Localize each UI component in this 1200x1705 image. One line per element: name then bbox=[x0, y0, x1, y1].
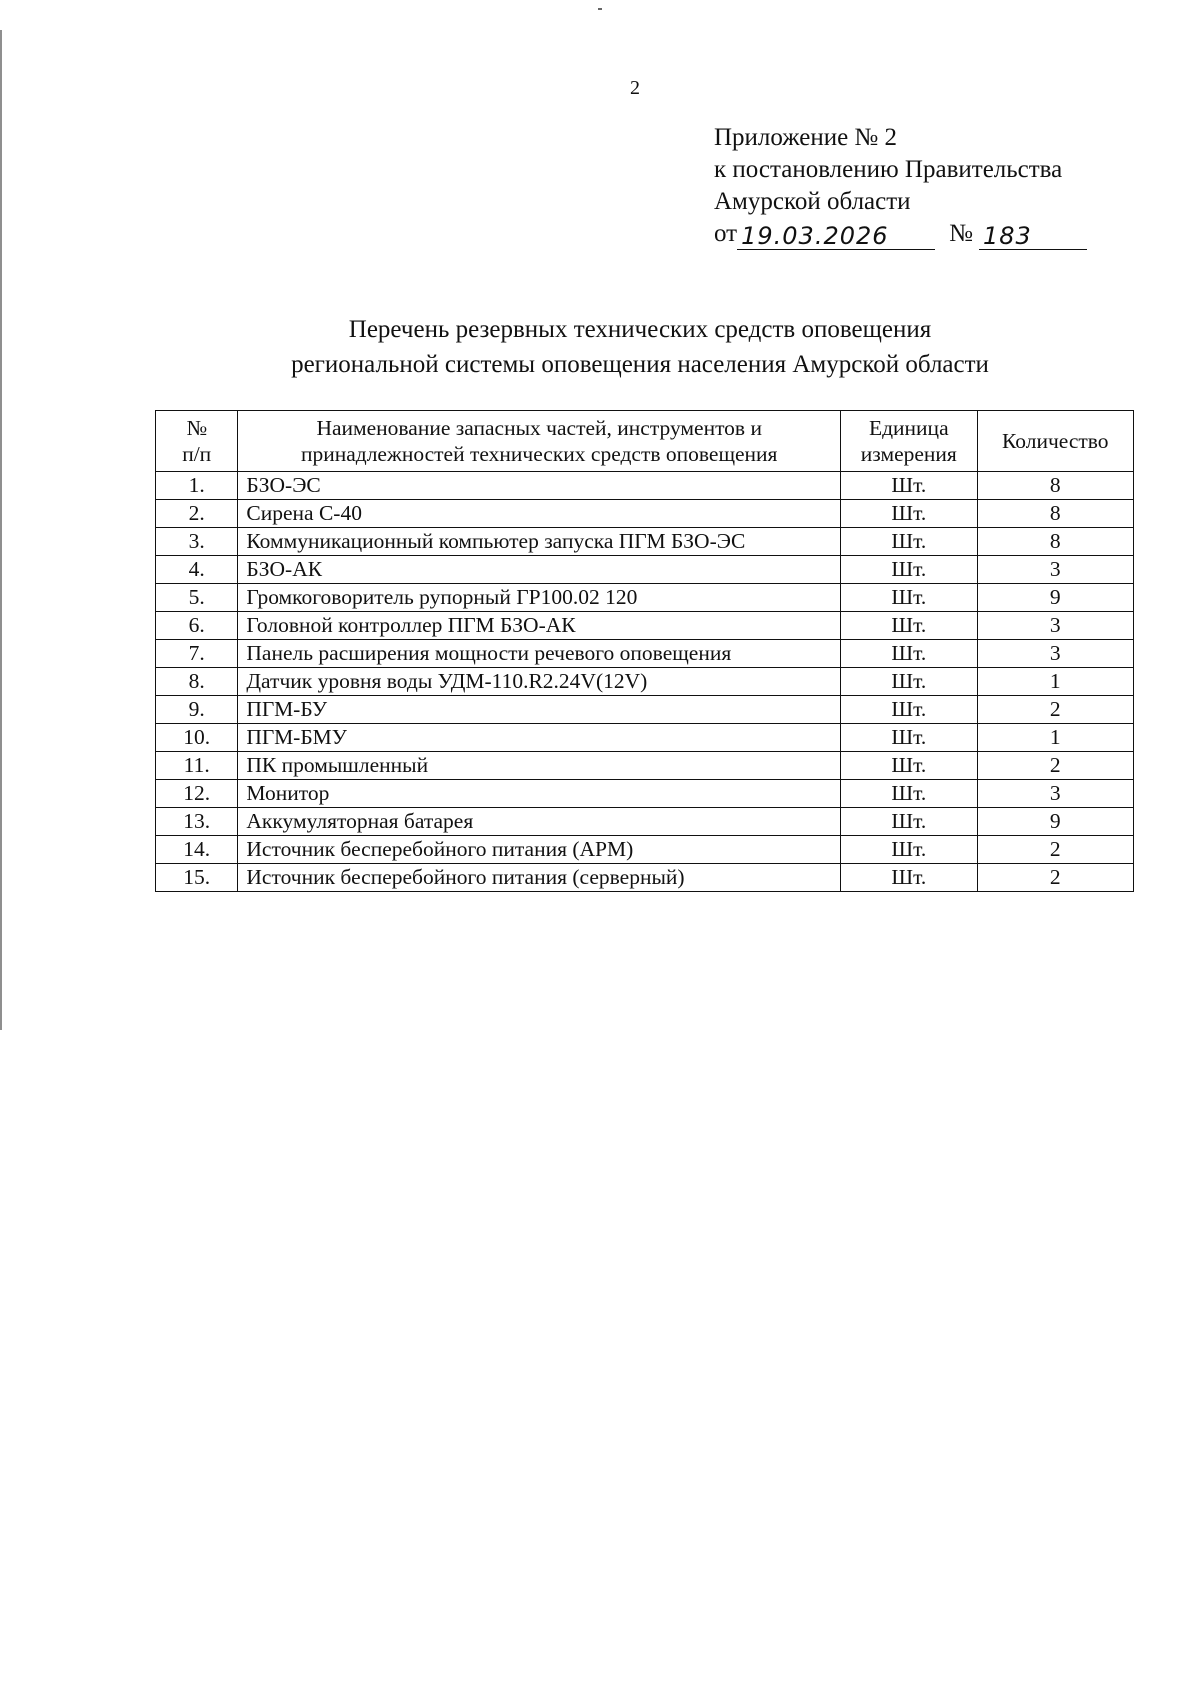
row-item-name: Коммуникационный компьютер запуска ПГМ БЗО-ЭС bbox=[238, 528, 841, 556]
number-prefix: № bbox=[949, 220, 973, 247]
appendix-block bbox=[714, 122, 1087, 250]
row-unit: Шт. bbox=[841, 864, 978, 892]
row-unit: Шт. bbox=[841, 612, 978, 640]
row-quantity: 3 bbox=[977, 640, 1133, 668]
table-row bbox=[156, 724, 1134, 752]
row-quantity: 8 bbox=[977, 528, 1133, 556]
header-quantity: Количество bbox=[977, 411, 1133, 472]
row-unit: Шт. bbox=[841, 556, 978, 584]
handwritten-number: 183 bbox=[979, 223, 1087, 250]
table-row bbox=[156, 752, 1134, 780]
row-quantity: 2 bbox=[977, 752, 1133, 780]
row-number: 14. bbox=[156, 836, 238, 864]
document-title bbox=[0, 312, 1200, 382]
table-row bbox=[156, 584, 1134, 612]
table-row bbox=[156, 528, 1134, 556]
row-number: 4. bbox=[156, 556, 238, 584]
header-number-line-2: п/п bbox=[182, 442, 212, 466]
row-item-name: Громкоговоритель рупорный ГР100.02 120 bbox=[238, 584, 841, 612]
header-unit-line-1: Единица bbox=[868, 416, 949, 440]
table-row bbox=[156, 808, 1134, 836]
row-item-name: Датчик уровня воды УДМ-110.R2.24V(12V) bbox=[238, 668, 841, 696]
header-name bbox=[238, 411, 841, 472]
row-item-name: Панель расширения мощности речевого оповещения bbox=[238, 640, 841, 668]
row-item-name: БЗО-АК bbox=[238, 556, 841, 584]
table-body bbox=[156, 472, 1134, 892]
row-unit: Шт. bbox=[841, 640, 978, 668]
row-item-name: ПГМ-БУ bbox=[238, 696, 841, 724]
table-row bbox=[156, 640, 1134, 668]
appendix-line-3: Амурской области bbox=[714, 188, 911, 215]
row-number: 2. bbox=[156, 500, 238, 528]
header-number-line-1: № bbox=[186, 416, 207, 440]
table-row bbox=[156, 780, 1134, 808]
row-number: 10. bbox=[156, 724, 238, 752]
header-unit bbox=[841, 411, 978, 472]
header-unit-line-2: измерения bbox=[860, 442, 957, 466]
scan-edge-mark bbox=[0, 30, 2, 1030]
row-quantity: 2 bbox=[977, 696, 1133, 724]
title-line-1: Перечень резервных технических средств оповещения bbox=[348, 316, 932, 343]
appendix-line-1: Приложение № 2 bbox=[714, 124, 898, 151]
row-item-name: Источник бесперебойного питания (АРМ) bbox=[238, 836, 841, 864]
row-item-name: ПК промышленный bbox=[238, 752, 841, 780]
row-quantity: 9 bbox=[977, 808, 1133, 836]
row-unit: Шт. bbox=[841, 528, 978, 556]
row-unit: Шт. bbox=[841, 752, 978, 780]
appendix-date-number-line bbox=[714, 218, 1087, 250]
table-header-row bbox=[156, 411, 1134, 472]
row-number: 15. bbox=[156, 864, 238, 892]
row-number: 9. bbox=[156, 696, 238, 724]
row-item-name: Аккумуляторная батарея bbox=[238, 808, 841, 836]
row-number: 8. bbox=[156, 668, 238, 696]
row-number: 12. bbox=[156, 780, 238, 808]
table-row bbox=[156, 668, 1134, 696]
header-name-line-1: Наименование запасных частей, инструментов и bbox=[316, 416, 762, 440]
page-number: 2 bbox=[630, 77, 640, 99]
row-quantity: 9 bbox=[977, 584, 1133, 612]
row-unit: Шт. bbox=[841, 668, 978, 696]
row-item-name: Сирена С-40 bbox=[238, 500, 841, 528]
row-unit: Шт. bbox=[841, 836, 978, 864]
table-row bbox=[156, 472, 1134, 500]
row-number: 13. bbox=[156, 808, 238, 836]
row-unit: Шт. bbox=[841, 808, 978, 836]
row-number: 11. bbox=[156, 752, 238, 780]
row-unit: Шт. bbox=[841, 780, 978, 808]
table-row bbox=[156, 556, 1134, 584]
table-row bbox=[156, 864, 1134, 892]
table-row bbox=[156, 500, 1134, 528]
row-quantity: 1 bbox=[977, 668, 1133, 696]
appendix-line-2: к постановлению Правительства bbox=[714, 156, 1063, 183]
row-number: 6. bbox=[156, 612, 238, 640]
header-number bbox=[156, 411, 238, 472]
row-quantity: 8 bbox=[977, 472, 1133, 500]
table-row bbox=[156, 612, 1134, 640]
table-row bbox=[156, 696, 1134, 724]
row-quantity: 3 bbox=[977, 556, 1133, 584]
row-quantity: 8 bbox=[977, 500, 1133, 528]
row-number: 1. bbox=[156, 472, 238, 500]
row-item-name: БЗО-ЭС bbox=[238, 472, 841, 500]
row-item-name: Головной контроллер ПГМ БЗО-АК bbox=[238, 612, 841, 640]
row-quantity: 3 bbox=[977, 780, 1133, 808]
title-line-2: региональной системы оповещения населения Амурской области bbox=[291, 351, 989, 378]
row-unit: Шт. bbox=[841, 696, 978, 724]
handwritten-date: 19.03.2026 bbox=[737, 223, 935, 250]
date-prefix: от bbox=[714, 220, 738, 247]
row-unit: Шт. bbox=[841, 724, 978, 752]
row-quantity: 1 bbox=[977, 724, 1133, 752]
row-unit: Шт. bbox=[841, 472, 978, 500]
row-item-name: Источник бесперебойного питания (серверный) bbox=[238, 864, 841, 892]
equipment-table bbox=[155, 410, 1134, 892]
row-unit: Шт. bbox=[841, 500, 978, 528]
row-quantity: 2 bbox=[977, 864, 1133, 892]
row-number: 3. bbox=[156, 528, 238, 556]
row-quantity: 3 bbox=[977, 612, 1133, 640]
row-number: 7. bbox=[156, 640, 238, 668]
row-number: 5. bbox=[156, 584, 238, 612]
row-item-name: ПГМ-БМУ bbox=[238, 724, 841, 752]
row-item-name: Монитор bbox=[238, 780, 841, 808]
row-unit: Шт. bbox=[841, 584, 978, 612]
scan-dot bbox=[598, 8, 602, 10]
table-row bbox=[156, 836, 1134, 864]
header-name-line-2: принадлежностей технических средств оповещения bbox=[300, 442, 778, 466]
row-quantity: 2 bbox=[977, 836, 1133, 864]
